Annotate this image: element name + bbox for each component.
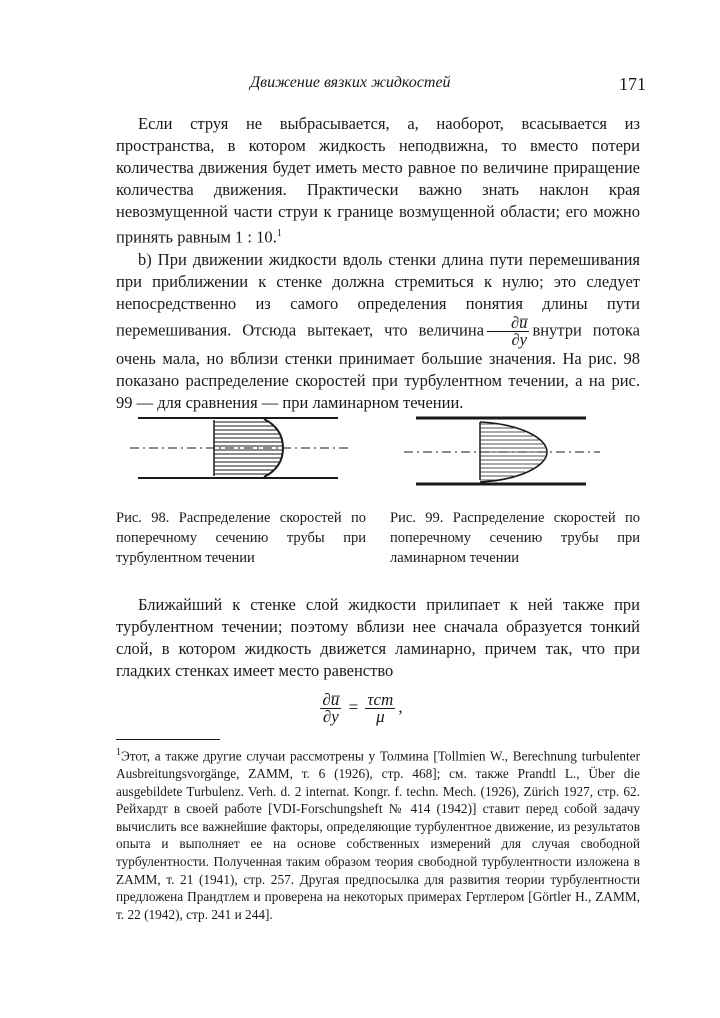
main-text (116, 113, 640, 414)
footnote-rule (116, 739, 220, 740)
running-title: Движение вязких жидкостей (250, 74, 451, 91)
inline-fraction-denominator: ∂y (511, 329, 527, 349)
paragraph-2-before: b) При движении жидкости вдоль стенки длина пути перемешивания при приближении к стенке должна стремиться к нулю; это следует непосредственно из самого определения понятия длины пути перемешивания. Отсюда вытекает, что величина (116, 249, 640, 339)
inline-fraction (487, 312, 529, 349)
paragraph-2-after: внутри потока очень мала, но вблизи стенки принимает большие значения. На рис. 98 показано распределение скоростей при турбулентном течении, а на рис. 99 — для сравнения — при ламинарном течении. (116, 319, 641, 412)
paragraph-3: Ближайший к стенке слой жидкости прилипает к ней также при турбулентном течении; поэтому вблизи нее сначала образуется тонкий слой, в котором жидкость движется ламинарно, причем так, что при гладких стенках имеет место равенство (116, 595, 640, 680)
figures-row (116, 400, 640, 590)
running-header (110, 74, 646, 98)
paragraph-1-text: Если струя не выбрасывается, а, наоборот, всасывается из пространства, в котором жидкость неподвижна, то вместо потери количества движения будет иметь место равное по величине приращение количества движения. Практически важно знать наклон края невозмущенной части струи к границе возмущенной области; его можно принять равным 1 : 10. (116, 114, 640, 247)
main-text-continued (116, 594, 640, 682)
equation-lhs-denominator: ∂y (322, 707, 339, 726)
page-number: 171 (619, 74, 646, 94)
laminar-profile-diagram (390, 400, 640, 496)
equation-rhs-numerator: τст (367, 690, 394, 709)
equation-lhs (320, 692, 341, 725)
equation-rhs (365, 692, 395, 725)
footnote-text: Этот, а также другие случаи рассмотрены у Толмина [Tollmien W., Berechnung turbulenter Ausbreitungsvorgänge, ZAMM, т. 6 (1926), стр. 468]; см. также Prandtl L., Über die ausgebildete Turbulenz. Verh. d. 2 internat. Kongr. f. techn. Mech. (1926), Zürich 1927, стр. 62. Рейхардт в своей работе [VDI-Forschungsheft № 414 (1942)] ставит перед собой задачу вычислить все важнейшие факторы, определяющие турбулентное движение, из результатов опыта и выполняет ее на основе собственных измерений для случая свободной турбулентности. Полученная таким образом теория свободной турбулентности изложена в ZAMM, т. 21 (1941), стр. 257. Другая предпосылка для развития теории турбулентности предложена Прандтлем и проверена на некоторых примерах Гертлером [Görtler H., ZAMM, т. 22 (1942), стр. 241 и 244]. (116, 748, 640, 922)
equation (0, 692, 720, 725)
footnote-mark: 1 (116, 747, 121, 758)
turbulent-profile-diagram (116, 400, 366, 496)
figure-99 (390, 400, 640, 568)
equation-lhs-numerator: ∂u̅ (322, 690, 340, 709)
footnote (116, 744, 640, 923)
equation-rhs-denominator: μ (376, 707, 385, 726)
paragraph-1 (116, 113, 640, 249)
figure-98 (116, 400, 366, 568)
inline-fraction-numerator: ∂u̅ (487, 315, 529, 332)
paragraph-2 (116, 249, 640, 414)
equation-equals: = (348, 697, 359, 717)
figure-99-caption: Рис. 99. Распределение скоростей по поперечному сечению трубы при ламинарном течении (390, 510, 640, 566)
figure-98-caption: Рис. 98. Распределение скоростей по поперечному сечению трубы при турбулентном течении (116, 510, 366, 566)
equation-tail: , (398, 697, 403, 717)
footnote-ref: 1 (276, 228, 282, 239)
